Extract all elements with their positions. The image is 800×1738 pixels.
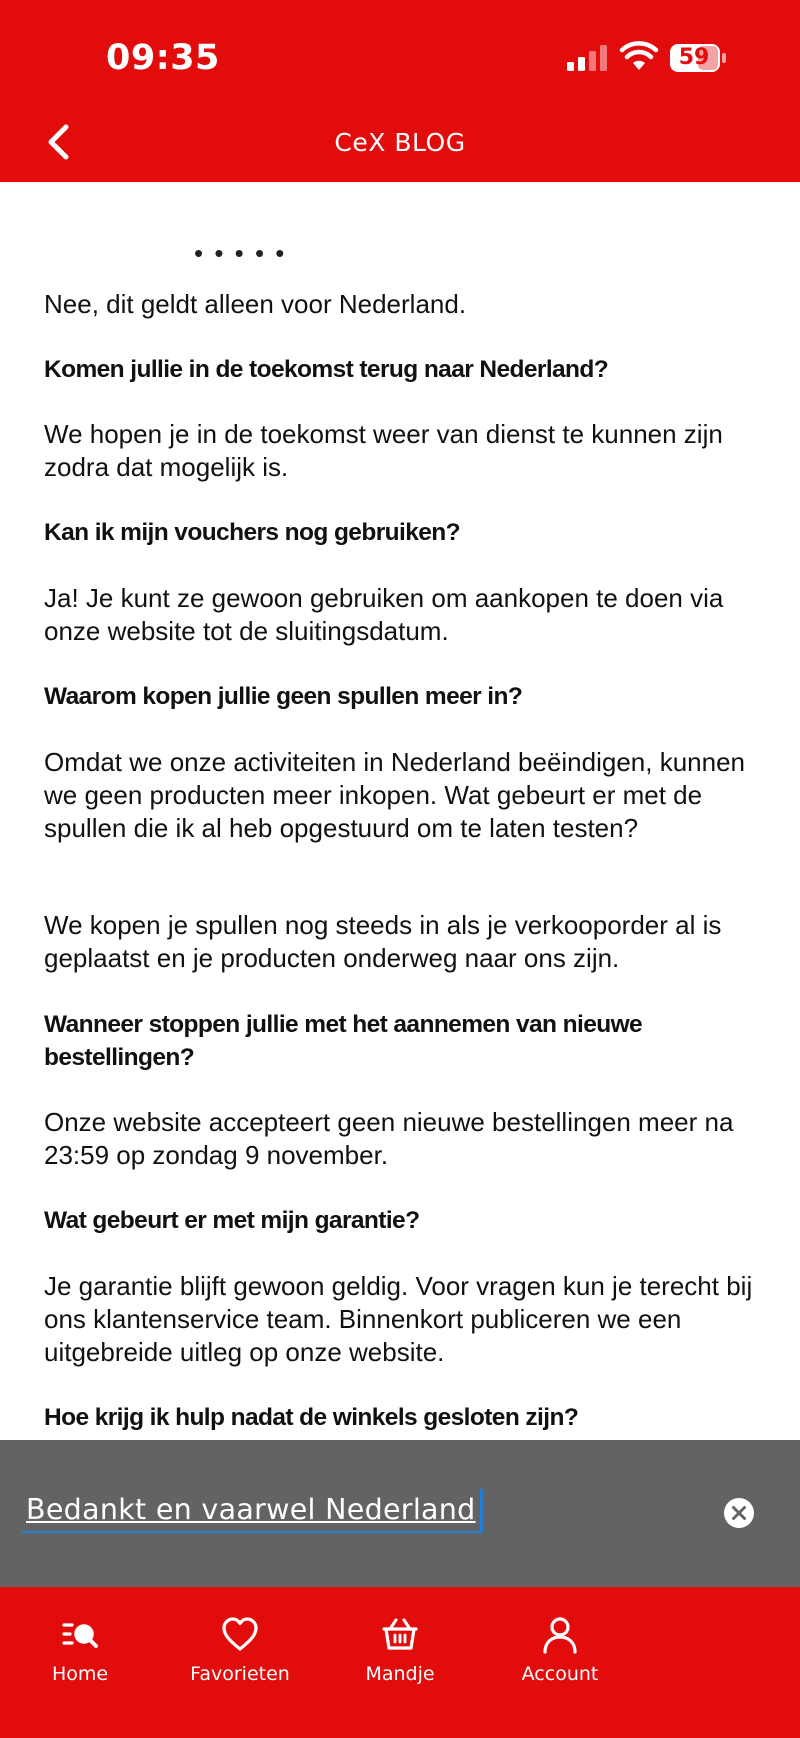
- faq-question: Wanneer stoppen jullie met het aannemen van nieuwe bestellingen?: [44, 1011, 643, 1071]
- tab-label: Account: [521, 1663, 599, 1685]
- tab-home[interactable]: [5, 1587, 155, 1697]
- blog-banner: [0, 1440, 800, 1587]
- basket-icon: [382, 1617, 418, 1653]
- banner-link[interactable]: Bedankt en vaarwel Nederland: [22, 1489, 483, 1533]
- faq-question: Hoe krijg ik hulp nadat de winkels gesloten zijn?: [44, 1404, 579, 1431]
- tab-label: Home: [51, 1663, 109, 1685]
- tab-label: Favorieten: [190, 1663, 290, 1685]
- close-icon[interactable]: [723, 1497, 755, 1529]
- tab-basket[interactable]: [325, 1587, 475, 1697]
- answer-paragraph: Omdat we onze activiteiten in Nederland beëindigen, kunnen we geen producten meer inkopen. Wat gebeurt er met de spullen die ik al heb opgestuurd om te laten testen?: [44, 747, 746, 843]
- answer-paragraph: Ja! Je kunt ze gewoon gebruiken om aankopen te doen via onze website tot de sluitingsdatum.: [44, 583, 724, 646]
- answer-paragraph: Nee, dit geldt alleen voor Nederland.: [44, 289, 467, 319]
- home-search-icon: [62, 1617, 98, 1653]
- faq-question: Waarom kopen jullie geen spullen meer in?: [44, 683, 523, 710]
- status-time: 09:35: [106, 38, 220, 78]
- tab-label: Mandje: [365, 1663, 435, 1685]
- battery-icon: [669, 43, 727, 73]
- wifi-icon: [620, 42, 658, 72]
- tab-favorites[interactable]: [165, 1587, 315, 1697]
- faq-question: Kan ik mijn vouchers nog gebruiken?: [44, 519, 460, 546]
- top-bar: [0, 0, 800, 182]
- tab-account[interactable]: [485, 1587, 635, 1697]
- page-title: CeX BLOG: [334, 128, 466, 157]
- answer-paragraph: We hopen je in de toekomst weer van dienst te kunnen zijn zodra dat mogelijk is.: [44, 419, 723, 482]
- answer-paragraph: Onze website accepteert geen nieuwe bestellingen meer na 23:59 op zondag 9 november.: [44, 1107, 734, 1170]
- battery-level: 59: [678, 45, 710, 70]
- user-icon: [542, 1617, 578, 1653]
- article-body: [44, 182, 764, 1440]
- answer-paragraph: Je garantie blijft gewoon geldig. Voor vragen kun je terecht bij ons klantenservice team. Binnenkort publiceren we een uitgebreide uitleg op onze website.: [44, 1271, 753, 1367]
- heart-icon: [222, 1617, 258, 1653]
- clipped-text-fragment: • • • • •: [194, 238, 287, 268]
- signal-icon: [567, 45, 609, 71]
- faq-question: Komen jullie in de toekomst terug naar Nederland?: [44, 356, 609, 383]
- bottom-tab-bar: [0, 1587, 800, 1738]
- faq-question: Wat gebeurt er met mijn garantie?: [44, 1207, 420, 1234]
- answer-paragraph: We kopen je spullen nog steeds in als je verkooporder al is geplaatst en je producten onderweg naar ons zijn.: [44, 910, 722, 973]
